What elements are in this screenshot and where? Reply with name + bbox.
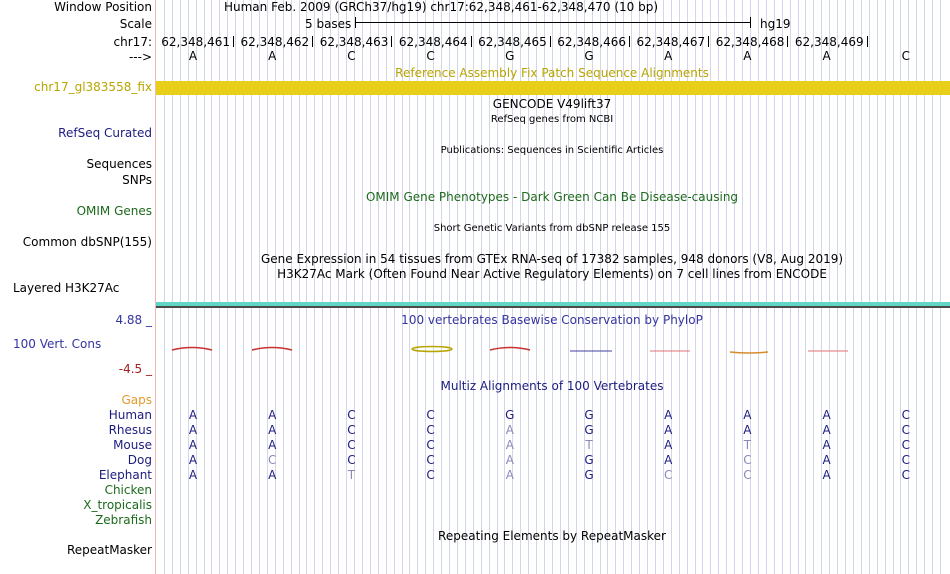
coordinate-tick [629,36,630,47]
coordinate-label: 62,348,466 [557,35,626,49]
coordinate-tick [867,36,868,47]
phylop-peak [412,347,452,352]
chrom-label: chr17: [113,35,152,49]
reference-base: A [268,49,277,63]
reference-base: C [347,49,356,63]
alignment-base: A [505,438,514,452]
phylop-peak [490,348,530,351]
snps-track-label[interactable]: SNPs [122,173,152,187]
alignment-base: A [664,438,673,452]
alignment-base: A [188,423,198,437]
alignment-base: C [901,408,910,422]
fix-patch-track-title: Reference Assembly Fix Patch Sequence Alignments [395,66,709,80]
coordinate-tick [550,36,551,47]
track-labels-panel [0,0,155,574]
alignment-base: A [664,408,673,422]
coordinate-tick [391,36,392,47]
strand-arrow-label: ---> [128,50,152,64]
coordinate-label: 62,348,468 [715,35,785,49]
alignment-base: C [347,438,356,452]
alignment-base: C [426,438,435,452]
alignment-base: G [584,468,594,482]
coordinate-label: 62,348,461 [161,35,230,49]
alignment-base: C [347,453,356,467]
alignment-base: T [585,438,593,452]
alignment-base: A [188,438,198,452]
alignment-base: C [426,453,435,467]
alignment-base: A [664,453,673,467]
dbsnp-track-label[interactable]: Common dbSNP(155) [22,235,152,249]
alignment-base: A [505,453,514,467]
phylop-track-label[interactable]: 100 Vert. Cons [13,337,102,351]
alignment-base: A [188,468,198,482]
browser-image[interactable] [156,0,950,574]
scale-bar-right-cap [750,17,751,28]
species-label[interactable]: Elephant [98,468,152,482]
alignment-base: A [664,423,673,437]
coordinate-label: 62,348,467 [636,35,706,49]
window-position-text: Human Feb. 2009 (GRCh37/hg19) chr17:62,348,461-62,348,470 (10 bp) [223,0,659,14]
alignment-base: A [743,423,752,437]
alignment-base: G [505,408,515,422]
h3k27ac-signal-baseline [156,306,950,308]
reference-base: A [822,49,831,63]
alignment-base: C [743,453,752,467]
coordinate-label: 62,348,464 [398,35,468,49]
refseq-track-label[interactable]: RefSeq Curated [58,126,152,140]
reference-base: C [426,49,435,63]
reference-base: G [505,49,515,63]
alignment-base: G [584,408,594,422]
alignment-base: C [663,468,673,482]
scale-bar-text: 5 bases [305,17,352,31]
species-label[interactable]: X_tropicalis [83,498,152,512]
alignment-base: A [822,468,831,482]
scale-bar-line [355,22,751,23]
alignment-base: A [505,468,514,482]
alignment-base: C [426,468,435,482]
repeatmasker-track-label[interactable]: RepeatMasker [66,543,152,557]
publications-track-title: Publications: Sequences in Scientific Articles [440,145,664,156]
alignment-base: C [901,453,910,467]
phylop-max-label: 4.88 _ [115,313,152,327]
alignment-base: A [188,453,198,467]
alignment-base: A [268,408,277,422]
reference-base: A [188,49,198,63]
species-label[interactable]: Zebrafish [95,513,152,527]
alignment-base: C [743,468,752,482]
coordinate-label: 62,348,463 [319,35,389,49]
phylop-min-label: -4.5 _ [118,362,152,376]
alignment-base: A [188,408,198,422]
alignment-base: A [743,408,752,422]
alignment-base: G [584,453,594,467]
phylop-track-title: 100 vertebrates Basewise Conservation by PhyloP [401,313,703,327]
species-label[interactable]: Human [108,408,152,422]
alignment-base: C [426,423,435,437]
scale-label: Scale [119,17,152,31]
species-label[interactable]: Dog [127,453,152,467]
coordinate-label: 62,348,469 [794,35,864,49]
alignment-base: C [901,423,910,437]
alignment-base: G [584,423,594,437]
refseq-track-title: RefSeq genes from NCBI [490,114,614,125]
species-label[interactable]: Chicken [104,483,152,497]
coordinate-label: 62,348,462 [240,35,310,49]
gtex-track-title: Gene Expression in 54 tissues from GTEx RNA-seq of 17382 samples, 948 donors (V8, Aug 2019) [260,252,844,266]
alignment-base: A [505,423,514,437]
scale-bar-db: hg19 [760,17,791,31]
omim-track-label[interactable]: OMIM Genes [76,204,152,218]
window-position-label: Window Position [54,0,152,14]
fix-patch-track-label[interactable]: chr17_gl383558_fix [34,80,152,94]
coordinate-tick [312,36,313,47]
alignment-base: C [901,438,910,452]
phylop-peak [730,352,768,353]
alignment-base: A [822,408,831,422]
gencode-track-title: GENCODE V49lift37 [492,97,612,111]
coordinate-tick [233,36,234,47]
coordinate-label: 62,348,465 [478,35,547,49]
phylop-peak [172,348,212,351]
gaps-label: Gaps [121,393,152,407]
coordinate-tick [708,36,709,47]
sequences-track-label[interactable]: Sequences [86,157,152,171]
alignment-base: C [426,408,435,422]
reference-base: G [584,49,594,63]
alignment-base: A [822,453,831,467]
omim-track-title: OMIM Gene Phenotypes - Dark Green Can Be Disease-causing [365,190,739,204]
species-label[interactable]: Rhesus [108,423,152,437]
repeatmasker-track-title: Repeating Elements by RepeatMasker [438,529,666,543]
dbsnp-track-title: Short Genetic Variants from dbSNP release 155 [433,223,671,234]
reference-base: A [743,49,752,63]
species-label[interactable]: Mouse [113,438,152,452]
h3k27ac-track-label[interactable]: Layered H3K27Ac [13,281,120,295]
alignment-base: C [267,453,277,467]
alignment-base: C [347,423,356,437]
multiz-track-title: Multiz Alignments of 100 Vertebrates [440,379,664,393]
alignment-base: A [822,423,831,437]
coordinate-tick [787,36,788,47]
reference-base: C [901,49,910,63]
h3k27ac-track-title: H3K27Ac Mark (Often Found Near Active Regulatory Elements) on 7 cell lines from ENCODE [277,267,827,281]
coordinate-tick [471,36,472,47]
alignment-base: A [268,438,277,452]
alignment-base: T [347,468,356,482]
reference-base: A [664,49,673,63]
alignment-base: C [347,408,356,422]
alignment-base: A [268,423,277,437]
alignment-base: C [901,468,910,482]
fix-patch-alignment-bar[interactable] [156,81,950,95]
alignment-base: T [743,438,752,452]
alignment-base: A [822,438,831,452]
alignment-base: A [268,468,277,482]
phylop-signal[interactable] [156,340,950,360]
phylop-peak [252,348,292,351]
